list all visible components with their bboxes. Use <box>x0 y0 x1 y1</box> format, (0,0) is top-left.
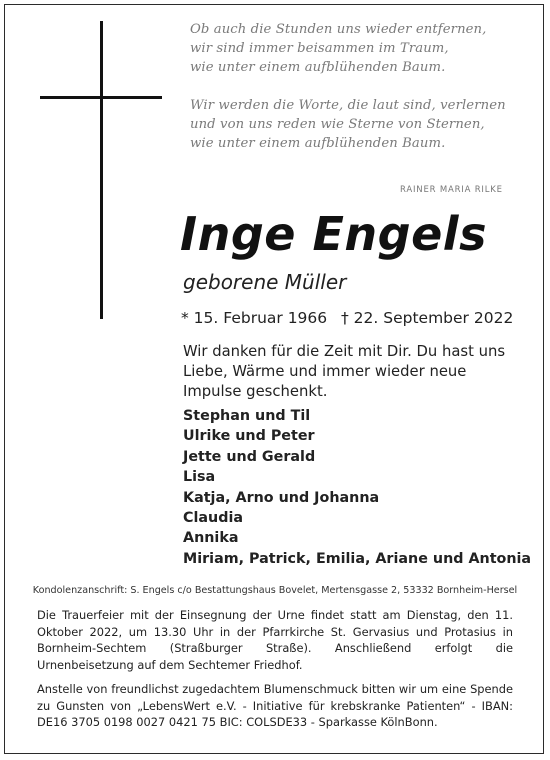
donation-info: Anstelle von freundlichst zugedachtem Blumenschmuck bitten wir um eine Spende zu Gunsten von „LebensWert e.V. - Initiative für krebskranke Patienten“ - IBAN: DE16 3705 0198 0027 0421 75 BIC: COLSDE33 - Sparkasse KölnBonn. <box>37 682 513 729</box>
poem-line: und von uns reden wie Sterne von Sternen, <box>190 117 485 132</box>
life-dates <box>181 309 514 327</box>
deceased-name: Inge Engels <box>180 207 487 261</box>
poem-line: Wir werden die Worte, die laut sind, verlernen <box>190 98 506 113</box>
birth-date: * 15. Februar 1966 <box>181 309 328 327</box>
poem-line: wir sind immer beisammen im Traum, <box>190 41 449 56</box>
poem-stanza-gap <box>190 77 520 96</box>
mourner: Miriam, Patrick, Emilia, Ariane und Antonia <box>183 550 532 567</box>
mourner: Stephan und Til <box>183 408 311 424</box>
poem-line: wie unter einem aufblühenden Baum. <box>190 136 446 151</box>
cross-icon-bar <box>40 96 162 99</box>
mourner: Ulrike und Peter <box>183 428 315 445</box>
condolence-address: Kondolenzanschrift: S. Engels c/o Bestattungshaus Bovelet, Mertensgasse 2, 53332 Bornheim-Hersel <box>32 585 518 596</box>
mourner: Jette und Gerald <box>183 448 316 465</box>
poem-author: RAINER MARIA RILKE <box>400 185 503 195</box>
mourners-list <box>183 406 531 569</box>
mourner: Katja, Arno und Johanna <box>183 489 380 506</box>
poem-line: wie unter einem aufblühenden Baum. <box>190 60 446 75</box>
mourner: Annika <box>183 530 239 547</box>
thanks-text: Wir danken für die Zeit mit Dir. Du hast uns Liebe, Wärme und immer wieder neue Impulse geschenkt. <box>183 343 506 400</box>
poem-line: Ob auch die Stunden uns wieder entfernen, <box>190 22 487 37</box>
poem <box>190 20 520 153</box>
mourner: Claudia <box>183 509 244 526</box>
death-date: † 22. September 2022 <box>341 309 514 327</box>
birth-name: geborene Müller <box>183 270 347 294</box>
funeral-info: Die Trauerfeier mit der Einsegnung der Urne findet statt am Dienstag, den 11. Oktober 2022, um 13.30 Uhr in der Pfarrkirche St. Gervasius und Protasius in Bornheim-Sechtem (Straßburger Straße). Anschließend erfolgt die Urnenbeisetzung auf dem Sechtemer Friedhof. <box>37 608 513 672</box>
cross-icon <box>100 21 103 319</box>
mourner: Lisa <box>183 469 216 486</box>
